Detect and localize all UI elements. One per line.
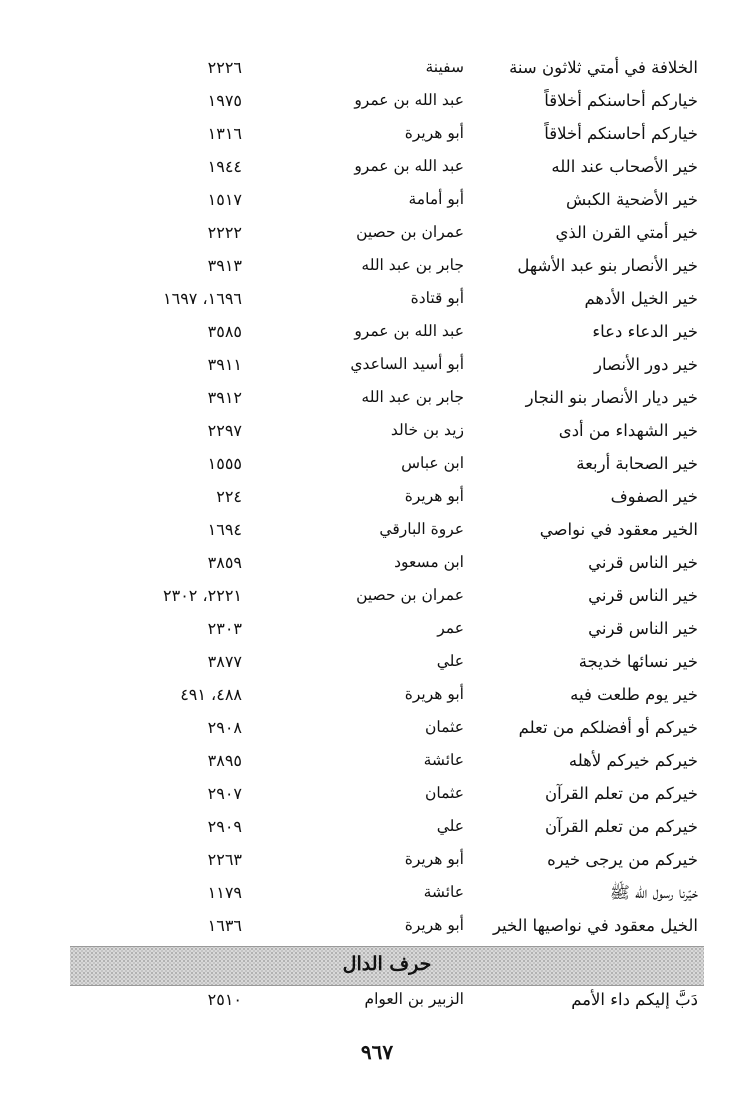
index-entry-row — [70, 680, 704, 713]
index-table-dal — [70, 985, 704, 1018]
narrator-name: أبو أمامة — [408, 190, 464, 208]
index-entry-row — [70, 985, 704, 1018]
hadith-text: خير الأصحاب عند الله — [551, 157, 698, 176]
index-entry-row — [70, 614, 704, 647]
hadith-number: ١٦٩٦، ١٦٩٧ — [163, 289, 242, 308]
narrator-name: عمران بن حصين — [356, 223, 464, 241]
narrator-name: الزبير بن العوام — [364, 990, 464, 1008]
hadith-number: ٣٨٥٩ — [207, 553, 242, 572]
hadith-text: خيركم من يرجى خيره — [547, 850, 698, 869]
hadith-number: ١٦٣٦ — [207, 916, 242, 935]
hadith-number: ٢٢٢٦ — [207, 58, 242, 77]
hadith-number: ١٥١٧ — [207, 190, 242, 209]
index-entry-row — [70, 317, 704, 350]
index-entry-row — [70, 119, 704, 152]
index-entry-row — [70, 86, 704, 119]
narrator-name: أبو هريرة — [404, 124, 464, 142]
hadith-text: خير الدعاء دعاء — [592, 322, 698, 341]
section-header-bar — [70, 946, 704, 986]
index-entry-row — [70, 746, 704, 779]
hadith-text: خير ديار الأنصار بنو النجار — [525, 388, 698, 407]
hadith-number: ٢٢٦٣ — [207, 850, 242, 869]
narrator-name: أبو هريرة — [404, 850, 464, 868]
index-entry-row — [70, 647, 704, 680]
hadith-number: ١٩٧٥ — [207, 91, 242, 110]
hadith-text: خير الخيل الأدهم — [584, 289, 698, 308]
index-entry-row — [70, 284, 704, 317]
hadith-number: ٢٩٠٨ — [207, 718, 242, 737]
index-entry-row — [70, 911, 704, 944]
hadith-number: ١٥٥٥ — [207, 454, 242, 473]
hadith-text: خير الصفوف — [610, 487, 698, 506]
narrator-name: عبد الله بن عمرو — [354, 157, 464, 175]
hadith-text: خير الناس قرني — [588, 586, 698, 605]
hadith-number: ٢٢٢١، ٢٣٠٢ — [163, 586, 242, 605]
hadith-text: خير نسائها خديجة — [578, 652, 698, 671]
hadith-number: ٤٨٨، ٤٩١ — [180, 685, 242, 704]
hadith-number: ٢٢٢٢ — [207, 223, 242, 242]
hadith-text: خيّرنا رسول الله ﷺ — [609, 883, 698, 902]
index-entry-row — [70, 779, 704, 812]
hadith-number: ٣٩١١ — [207, 355, 242, 374]
narrator-name: أبو هريرة — [404, 916, 464, 934]
narrator-name: عمران بن حصين — [356, 586, 464, 604]
hadith-number: ٢٣٠٣ — [207, 619, 242, 638]
hadith-number: ٣٩١٢ — [207, 388, 242, 407]
narrator-name: عائشة — [423, 751, 464, 769]
index-entry-row — [70, 812, 704, 845]
index-entry-row — [70, 845, 704, 878]
index-entry-row — [70, 218, 704, 251]
hadith-text: خيركم أو أفضلكم من تعلم — [518, 718, 698, 737]
narrator-name: أبو هريرة — [404, 685, 464, 703]
narrator-name: أبو قتادة — [410, 289, 464, 307]
narrator-name: عبد الله بن عمرو — [354, 322, 464, 340]
hadith-number: ٢٢٩٧ — [207, 421, 242, 440]
hadith-text: خيركم خيركم لأهله — [568, 751, 698, 770]
hadith-text: خير الأضحية الكبش — [566, 190, 698, 209]
index-table-kha — [70, 53, 704, 944]
index-entry-row — [70, 53, 704, 86]
narrator-name: عثمان — [425, 718, 464, 736]
hadith-number: ٢٩٠٩ — [207, 817, 242, 836]
narrator-name: عبد الله بن عمرو — [354, 91, 464, 109]
index-entry-row — [70, 581, 704, 614]
narrator-name: علي — [436, 652, 464, 670]
hadith-number: ٢٥١٠ — [207, 990, 242, 1009]
hadith-number: ٣٥٨٥ — [207, 322, 242, 341]
hadith-number: ٣٨٩٥ — [207, 751, 242, 770]
hadith-number: ١٩٤٤ — [207, 157, 242, 176]
hadith-text: خير دور الأنصار — [594, 355, 698, 374]
hadith-number: ١٦٩٤ — [207, 520, 242, 539]
narrator-name: جابر بن عبد الله — [361, 388, 464, 406]
hadith-text: دَبَّ إليكم داء الأمم — [571, 990, 698, 1009]
hadith-text: خير الشهداء من أدى — [558, 421, 698, 440]
hadith-number: ٣٨٧٧ — [207, 652, 242, 671]
index-entry-row — [70, 449, 704, 482]
index-entry-row — [70, 416, 704, 449]
index-entry-row — [70, 383, 704, 416]
hadith-text: خير يوم طلعت فيه — [570, 685, 698, 704]
narrator-name: ابن عباس — [401, 454, 464, 472]
narrator-name: جابر بن عبد الله — [361, 256, 464, 274]
narrator-name: عائشة — [423, 883, 464, 901]
index-entry-row — [70, 152, 704, 185]
narrator-name: علي — [436, 817, 464, 835]
hadith-text: خير الناس قرني — [588, 619, 698, 638]
narrator-name: سفينة — [425, 58, 464, 76]
hadith-text: الخلافة في أمتي ثلاثون سنة — [509, 58, 698, 77]
narrator-name: أبو هريرة — [404, 487, 464, 505]
hadith-text: خيركم من تعلم القرآن — [544, 784, 698, 803]
index-entry-row — [70, 548, 704, 581]
hadith-text: خيركم من تعلم القرآن — [544, 817, 698, 836]
index-entry-row — [70, 878, 704, 911]
index-entry-row — [70, 350, 704, 383]
section-title: حرف الدال — [342, 953, 432, 975]
hadith-number: ١٣١٦ — [207, 124, 242, 143]
hadith-text: خير الناس قرني — [588, 553, 698, 572]
hadith-text: خياركم أحاسنكم أخلاقاً — [544, 91, 698, 110]
narrator-name: عروة البارقي — [379, 520, 464, 538]
narrator-name: زيد بن خالد — [390, 421, 464, 439]
hadith-number: ٢٢٤ — [216, 487, 242, 506]
hadith-number: ١١٧٩ — [207, 883, 242, 902]
page-number: ٩٦٧ — [360, 1040, 394, 1064]
index-entry-row — [70, 713, 704, 746]
hadith-text: خير الصحابة أربعة — [576, 454, 698, 473]
hadith-text: الخير معقود في نواصي — [539, 520, 698, 539]
hadith-number: ٢٩٠٧ — [207, 784, 242, 803]
narrator-name: عثمان — [425, 784, 464, 802]
index-entry-row — [70, 515, 704, 548]
hadith-text: خير أمتي القرن الذي — [555, 223, 698, 242]
hadith-text: خير الأنصار بنو عبد الأشهل — [517, 256, 698, 275]
narrator-name: ابن مسعود — [394, 553, 464, 571]
hadith-text: الخيل معقود في نواصيها الخير — [492, 916, 698, 935]
hadith-text: خياركم أحاسنكم أخلاقاً — [544, 124, 698, 143]
narrator-name: عمر — [437, 619, 464, 637]
index-entry-row — [70, 482, 704, 515]
index-entry-row — [70, 185, 704, 218]
index-entry-row — [70, 251, 704, 284]
hadith-number: ٣٩١٣ — [207, 256, 242, 275]
narrator-name: أبو أسيد الساعدي — [350, 355, 464, 373]
